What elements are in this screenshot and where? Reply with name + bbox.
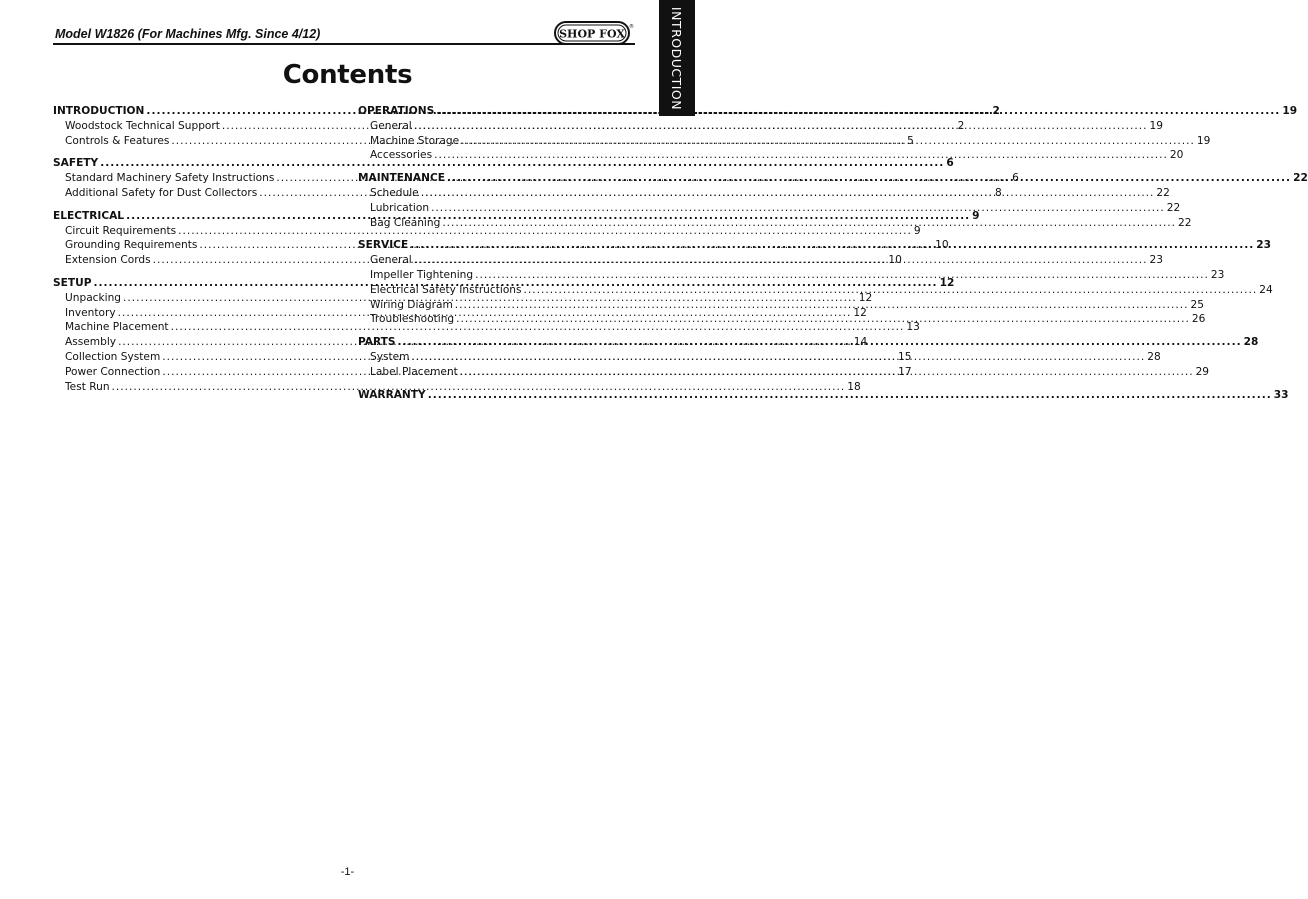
toc-entry-page: 12: [939, 276, 955, 289]
toc-entry-page: 10: [888, 254, 902, 267]
dot-leader: [456, 312, 1190, 327]
toc-entry-title: Lubrication: [370, 201, 430, 214]
toc-entry-page: 25: [1190, 298, 1204, 311]
toc-entry-page: 28: [1243, 336, 1259, 349]
toc-entry-title: Schedule: [370, 186, 419, 199]
dot-leader: [434, 148, 1168, 163]
toc-entry-title: Woodstock Technical Support: [65, 119, 220, 132]
toc-entry-page: 12: [858, 291, 873, 304]
toc-entry-title: Troubleshooting: [370, 313, 455, 326]
toc-section-heading[interactable]: [53, 156, 954, 171]
section-tab-label: INTRODUCTION: [669, 6, 685, 110]
toc-entry-title: Grounding Requirements: [65, 239, 198, 252]
dot-leader: [461, 134, 1195, 149]
page-title: Contents: [282, 60, 413, 90]
logo-mark: ®: [629, 24, 634, 30]
toc-entry-title: Controls & Features: [65, 134, 170, 147]
toc-section-heading[interactable]: [358, 104, 1298, 119]
toc-section-heading[interactable]: [358, 388, 1289, 403]
dot-leader: [398, 335, 1242, 350]
toc-entry-title: Extension Cords: [65, 254, 151, 267]
toc-entry-page: 17: [898, 365, 912, 378]
toc-entry-page: 2: [957, 119, 965, 132]
toc-entry-page: 2: [992, 105, 1000, 117]
toc-item-bag-cleaning[interactable]: [358, 216, 1192, 231]
toc-entry-page: 8: [995, 186, 1002, 199]
toc-entry-page: 22: [1178, 216, 1192, 229]
toc-entry-title: SERVICE: [358, 239, 409, 252]
toc-entry-title: Machine Placement: [65, 321, 169, 334]
toc-entry-page: 13: [906, 321, 920, 334]
toc-entry-title: Bag Cleaning: [370, 216, 441, 229]
toc-entry-title: Accessories: [370, 149, 433, 162]
toc-entry-title: ELECTRICAL: [53, 209, 125, 222]
toc-item-general[interactable]: [358, 119, 1163, 134]
toc-item-accessories[interactable]: [358, 148, 1184, 163]
toc-entry-page: 23: [1149, 254, 1163, 267]
dot-leader: [447, 171, 1291, 186]
toc-item-machine-storage[interactable]: [358, 134, 1211, 149]
toc-entry-page: 19: [1282, 105, 1298, 117]
dot-leader: [428, 388, 1272, 403]
dot-leader: [414, 119, 1148, 134]
toc-entry-page: 6: [946, 157, 954, 170]
toc-entry-title: Assembly: [65, 336, 117, 349]
toc-section-operations: [358, 104, 1298, 163]
toc-entry-title: SETUP: [53, 276, 92, 289]
dot-leader: [455, 298, 1189, 313]
header-rule: [53, 43, 635, 45]
toc-entry-page: 9: [913, 224, 921, 237]
toc-entry-title: Standard Machinery Safety Instructions: [65, 172, 275, 185]
toc-entry-title: SAFETY: [53, 157, 99, 170]
logo-text: SHOP FOX: [559, 27, 625, 41]
toc-item-circuit-requirements[interactable]: [53, 224, 921, 239]
toc-entry-page: 24: [1259, 283, 1273, 296]
dot-leader: [460, 365, 1194, 380]
toc-entry-title: MAINTENANCE: [358, 172, 445, 185]
toc-entry-title: INTRODUCTION: [53, 105, 145, 117]
header-title: Model W1826 (For Machines Mfg. Since 4/12): [55, 27, 321, 41]
toc-item-schedule[interactable]: [358, 186, 1170, 201]
toc-entry-page: 5: [907, 134, 914, 147]
toc-entry-page: 19: [1149, 119, 1163, 132]
toc-entry-title: Test Run: [65, 380, 110, 393]
toc-entry-page: 18: [847, 380, 861, 393]
toc-entry-page: 22: [1293, 172, 1308, 185]
toc-item-lubrication[interactable]: [358, 201, 1181, 216]
dot-leader: [412, 350, 1146, 365]
toc-entry-title: General: [370, 119, 412, 132]
section-tab: [659, 0, 695, 116]
toc-entry-page: 14: [853, 336, 868, 349]
toc-entry-page: 28: [1147, 350, 1161, 363]
toc-entry-title: WARRANTY: [358, 388, 426, 401]
toc-entry-title: Wiring Diagram: [370, 298, 453, 311]
dot-leader: [414, 253, 1148, 268]
toc-entry-page: 12: [853, 306, 867, 319]
toc-entry-page: 22: [1156, 186, 1170, 199]
dot-leader: [436, 104, 1280, 119]
toc-section-heading[interactable]: [358, 171, 1308, 186]
toc-section-warranty: [358, 388, 1289, 403]
toc-entry-title: Collection System: [65, 350, 161, 363]
toc-entry-page: 9: [972, 209, 980, 222]
dot-leader: [442, 216, 1176, 231]
toc-entry-title: Impeller Tightening: [370, 268, 474, 281]
toc-entry-title: General: [370, 254, 412, 267]
toc-item-machine-placement[interactable]: [53, 320, 920, 335]
toc-item-collection-system[interactable]: [53, 350, 912, 365]
dot-leader: [431, 201, 1165, 216]
toc-entry-page: 33: [1273, 388, 1289, 401]
dot-leader: [524, 283, 1258, 298]
toc-entry-title: Label Placement: [370, 365, 458, 378]
toc-entry-title: Power Connection: [65, 365, 161, 378]
toc-entry-page: 19: [1196, 134, 1211, 147]
toc-entry-title: OPERATIONS: [358, 105, 435, 117]
toc-entry-page: 23: [1256, 239, 1272, 252]
toc-entry-title: Additional Safety for Dust Collectors: [65, 186, 258, 199]
toc-entry-title: PARTS: [358, 336, 396, 349]
dot-leader: [410, 238, 1254, 253]
toc-entry-page: 23: [1210, 268, 1225, 281]
toc-entry-title: Inventory: [65, 306, 116, 319]
toc-entry-page: 29: [1195, 365, 1210, 378]
dot-leader: [475, 268, 1209, 283]
toc-entry-title: Unpacking: [65, 291, 122, 304]
toc-entry-page: 26: [1191, 313, 1206, 326]
toc-entry-title: Circuit Requirements: [65, 224, 177, 237]
toc-entry-page: 22: [1166, 201, 1181, 214]
toc-entry-title: Machine Storage: [370, 134, 460, 147]
page-number: -1-: [340, 866, 355, 878]
toc-entry-page: 20: [1169, 149, 1184, 162]
toc-entry-page: 10: [935, 239, 949, 252]
toc-section-maintenance: [358, 171, 1308, 230]
toc-entry-page: 6: [1012, 172, 1019, 185]
toc-entry-page: 15: [898, 350, 912, 363]
toc-entry-title: Electrical Safety Instructions: [370, 283, 522, 296]
toc-entry-title: System: [370, 350, 410, 363]
dot-leader: [421, 186, 1155, 201]
